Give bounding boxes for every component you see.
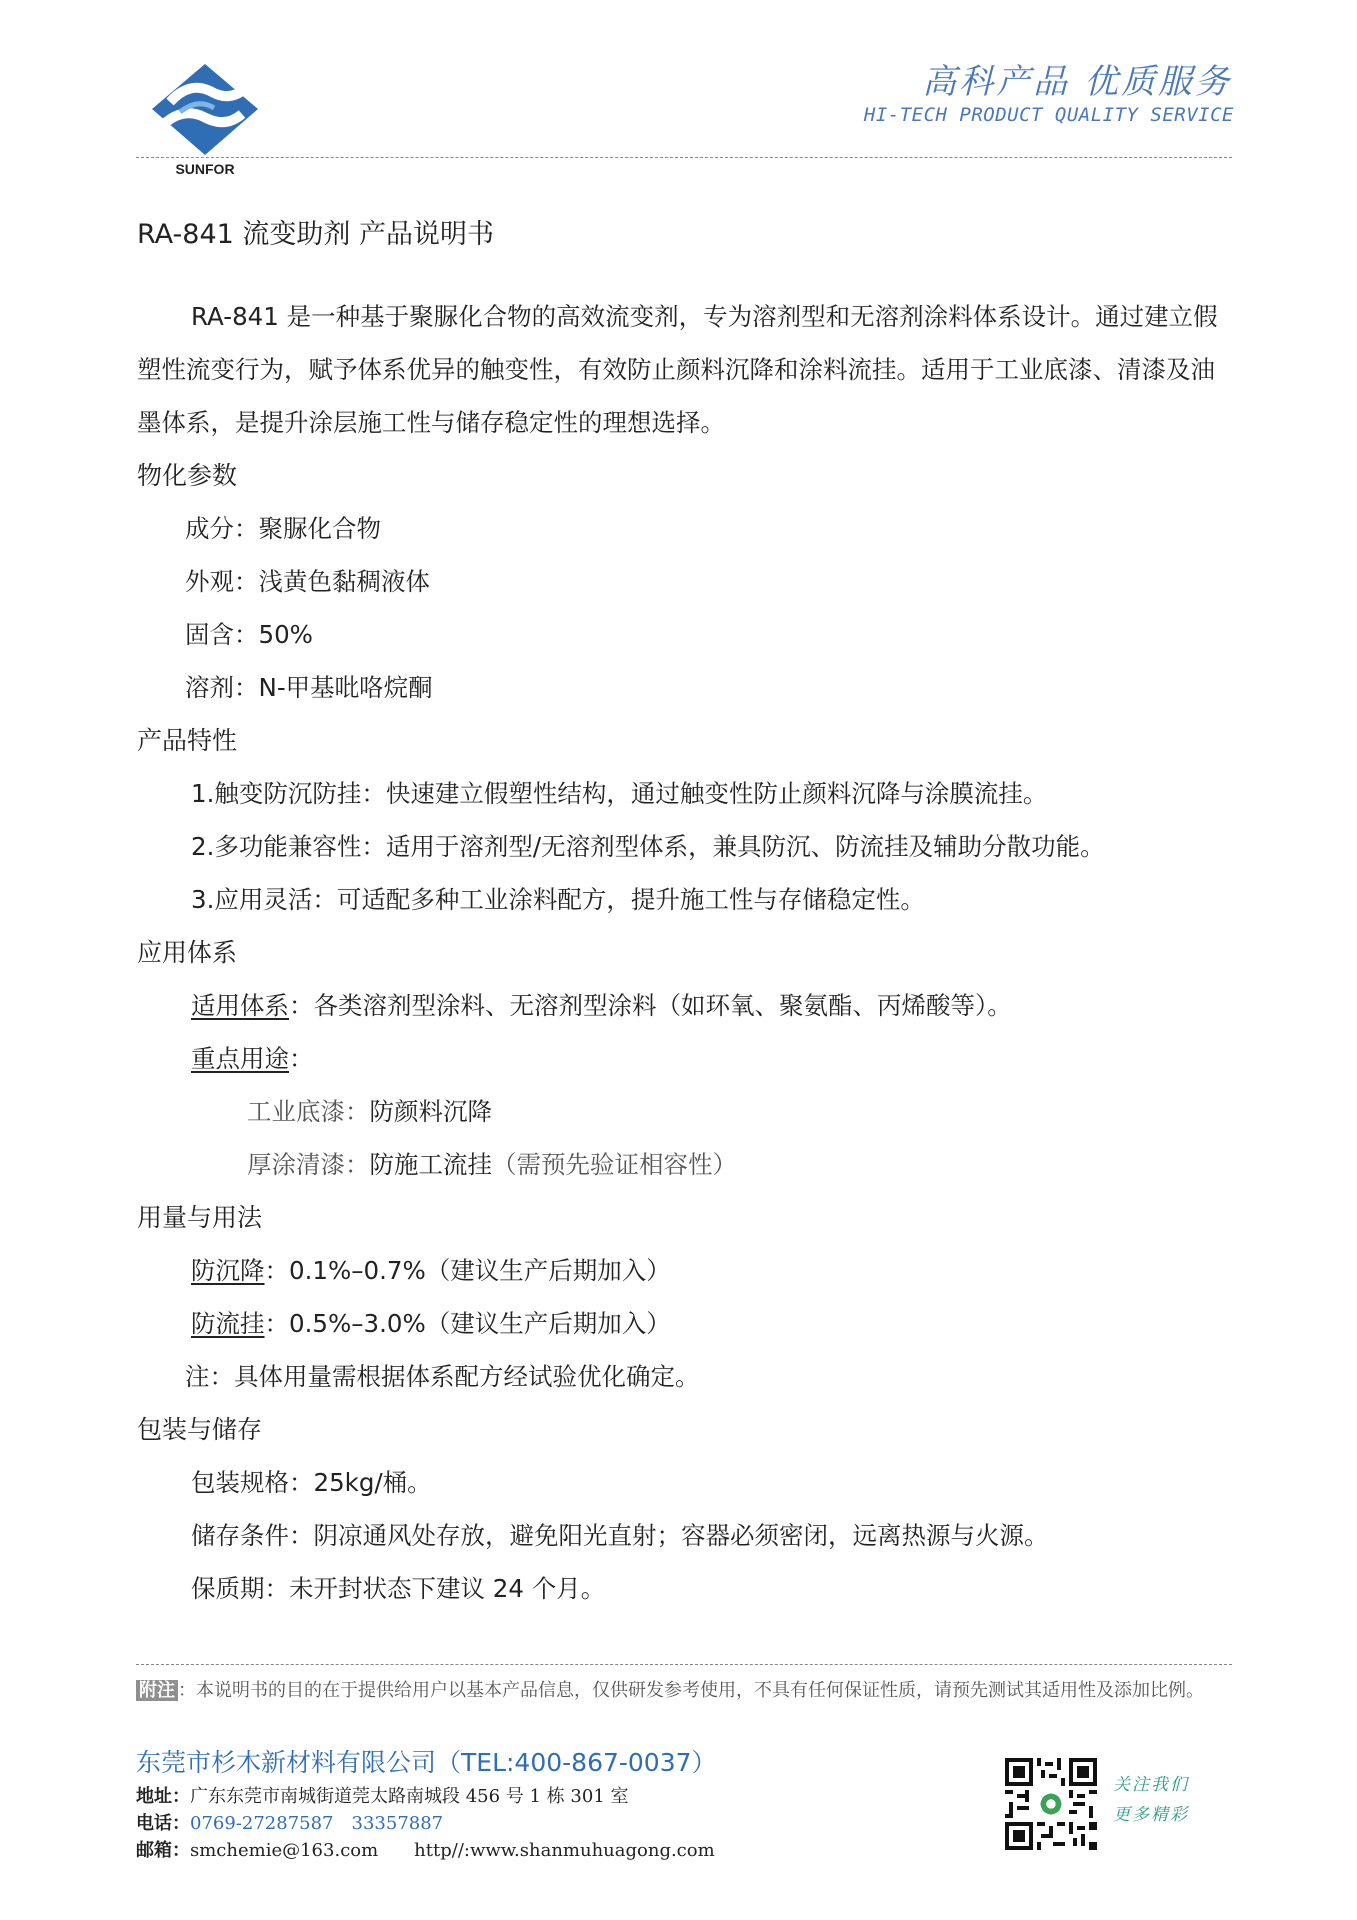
section-heading-features: 产品特性 — [137, 726, 238, 755]
document-title: RA-841 流变助剂 产品说明书 — [137, 219, 494, 250]
note-tag: 附注 — [136, 1680, 178, 1701]
phone-label: 电话： — [136, 1813, 190, 1834]
address-value: 广东东莞市南城街道莞太路南城段 456 号 1 栋 301 室 — [190, 1786, 629, 1807]
suitable-label: 适用体系 — [191, 991, 289, 1020]
list-item — [137, 1138, 1232, 1191]
footer-divider — [136, 1664, 1232, 1665]
key-uses-label: 重点用途 — [191, 1044, 289, 1073]
address-line — [136, 1782, 629, 1808]
suitable-text: ：各类溶剂型涂料、无溶剂型涂料（如环氧、聚氨酯、丙烯酸等）。 — [289, 991, 1012, 1020]
list-item: 3.应用灵活：可适配多种工业涂料配方，提升施工性与存储稳定性。 — [191, 885, 925, 914]
section-heading-storage: 包装与储存 — [137, 1415, 263, 1444]
list-item — [137, 1297, 1232, 1350]
phone-line — [136, 1809, 443, 1835]
dosage-label: 防沉降 — [191, 1256, 265, 1285]
list-item: 成分：聚脲化合物 — [185, 514, 381, 543]
slogan-en: HI-TECH PRODUCT QUALITY SERVICE — [863, 104, 1234, 126]
intro-paragraph: RA-841 是一种基于聚脲化合物的高效流变剂，专为溶剂型和无溶剂涂料体系设计。通过建立假塑性流变行为，赋予体系优异的触变性，有效防止颜料沉降和涂料流挂。适用于工业底漆、清漆及油墨体系，是提升涂层施工性与储存稳定性的理想选择。 — [137, 302, 1218, 437]
dosage-note: 注：具体用量需根据体系配方经试验优化确定。 — [185, 1362, 700, 1391]
list-item: 外观：浅黄色黏稠液体 — [185, 567, 430, 596]
key-uses-colon: ： — [289, 1044, 314, 1073]
suitable-systems — [137, 979, 1232, 1032]
email-line — [136, 1836, 715, 1862]
use-note: （需预先验证相容性） — [492, 1150, 737, 1179]
header-divider — [136, 157, 1232, 158]
logo-text: SUNFOR — [175, 161, 235, 177]
list-item: 2.多功能兼容性：适用于溶剂型/无溶剂型体系，兼具防沉、防流挂及辅助分散功能。 — [191, 832, 1105, 861]
section-heading-dosage: 用量与用法 — [137, 1203, 263, 1232]
document-body — [137, 290, 1232, 1615]
use-label: 工业底漆： — [247, 1097, 370, 1126]
dosage-text: ：0.1%–0.7%（建议生产后期加入） — [264, 1256, 671, 1285]
use-label: 厚涂清漆： — [247, 1150, 370, 1179]
use-text: 防施工流挂 — [369, 1150, 492, 1179]
list-item: 储存条件：阴凉通风处存放，避免阳光直射；容器必须密闭，远离热源与火源。 — [191, 1521, 1049, 1550]
qr-caption-2: 更多精彩 — [1113, 1805, 1189, 1825]
list-item: 保质期：未开封状态下建议 24 个月。 — [191, 1574, 606, 1603]
section-heading-applications: 应用体系 — [137, 938, 238, 967]
list-item: 包装规格：25kg/桶。 — [191, 1468, 432, 1497]
list-item: 固含：50% — [185, 620, 313, 649]
section-heading-physchem: 物化参数 — [137, 461, 238, 490]
list-item — [137, 1244, 1232, 1297]
disclaimer-note — [136, 1676, 1236, 1706]
company-name: 东莞市杉木新材料有限公司（TEL:400-867-0037） — [136, 1748, 717, 1777]
qr-code-icon — [1005, 1758, 1097, 1850]
note-text: ：本说明书的目的在于提供给用户以基本产品信息，仅供研发参考使用，不具有任何保证性质，请预先测试其适用性及添加比例。 — [178, 1680, 1204, 1701]
list-item: 1.触变防沉防挂：快速建立假塑性结构，通过触变性防止颜料沉降与涂膜流挂。 — [191, 779, 1048, 808]
list-item — [137, 1085, 1232, 1138]
slogan-cn: 高科产品 优质服务 — [922, 62, 1232, 102]
email-label: 邮箱： — [136, 1840, 190, 1861]
phone-value: 0769-27287587 33357887 — [190, 1813, 444, 1834]
dosage-label: 防流挂 — [191, 1309, 265, 1338]
address-label: 地址： — [136, 1786, 190, 1807]
key-uses — [137, 1032, 1232, 1085]
qr-caption-1: 关注我们 — [1113, 1775, 1189, 1795]
sunfor-logo-icon — [150, 62, 260, 157]
use-text: 防颜料沉降 — [369, 1097, 492, 1126]
list-item: 溶剂：N-甲基吡咯烷酮 — [185, 673, 433, 702]
email-value: smchemie@163.com http//:www.shanmuhuagong.com — [190, 1840, 715, 1861]
dosage-text: ：0.5%–3.0%（建议生产后期加入） — [264, 1309, 671, 1338]
